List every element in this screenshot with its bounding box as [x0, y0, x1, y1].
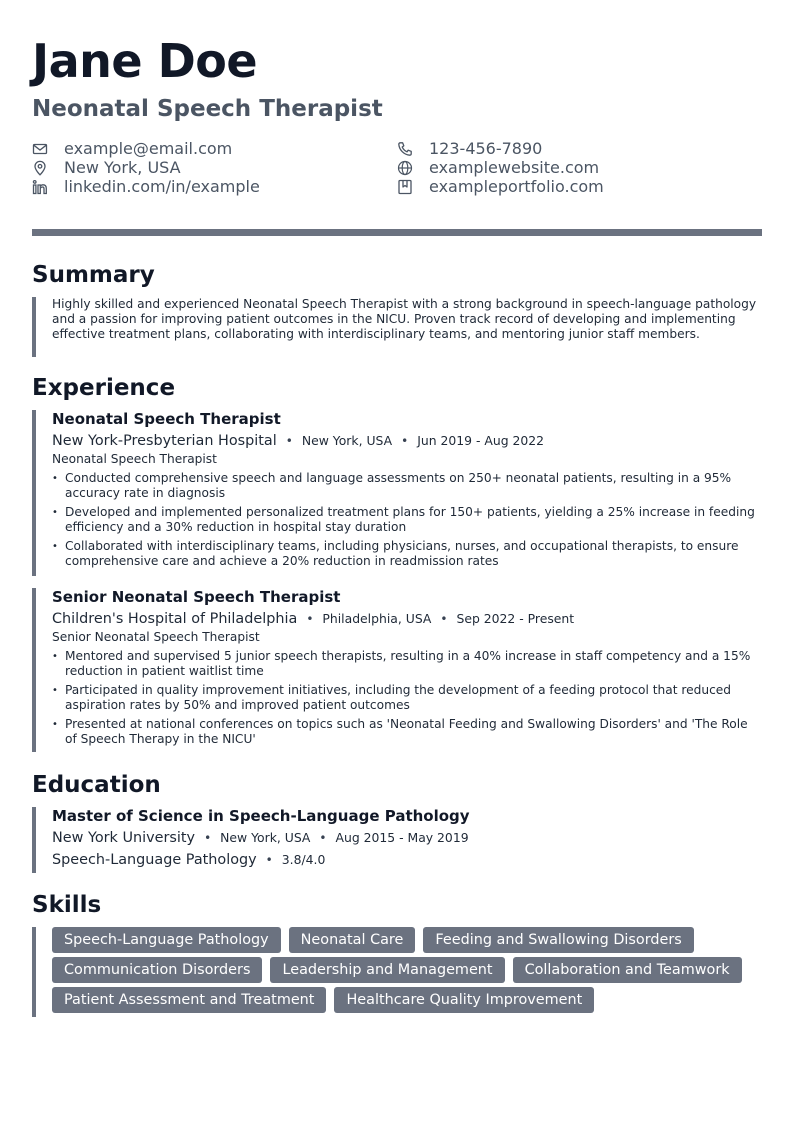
skill-chip: Healthcare Quality Improvement [334, 987, 594, 1013]
job-entry [52, 587, 762, 751]
job-title: Neonatal Speech Therapist [52, 410, 281, 428]
meta-separator: • [285, 434, 293, 448]
job-organization: New York-Presbyterian Hospital [52, 433, 277, 449]
job-title: Senior Neonatal Speech Therapist [52, 588, 341, 606]
job-meta [52, 430, 762, 452]
candidate-title: Neonatal Speech Therapist [32, 96, 383, 122]
skills-heading: Skills [32, 892, 102, 918]
job-bullets [52, 649, 762, 747]
education-heading: Education [32, 772, 161, 798]
meta-separator: • [401, 434, 409, 448]
education-meta [52, 827, 762, 849]
contact-linkedin[interactable] [32, 177, 260, 196]
field-of-study: Speech-Language Pathology [52, 852, 257, 868]
linkedin-icon [32, 179, 48, 195]
school-location: New York, USA [220, 830, 311, 845]
summary-heading: Summary [32, 262, 155, 288]
education-entry [52, 806, 762, 871]
meta-separator: • [204, 831, 212, 845]
mail-icon [32, 141, 48, 157]
job-dates: Sep 2022 - Present [456, 611, 575, 626]
skill-chip: Patient Assessment and Treatment [52, 987, 326, 1013]
bullet-item: • Conducted comprehensive speech and language assessments on 250+ neonatal patients, resulting in a 95% accuracy rate in diagnosis [52, 471, 762, 501]
job-organization: Children's Hospital of Philadelphia [52, 611, 298, 627]
job-location: Philadelphia, USA [322, 611, 432, 626]
location-pin-icon [32, 160, 48, 176]
skill-chip: Neonatal Care [289, 927, 416, 953]
skill-chip: Feeding and Swallowing Disorders [423, 927, 693, 953]
email-text: example@email.com [64, 139, 233, 158]
job-meta [52, 608, 762, 630]
job-role: Senior Neonatal Speech Therapist [52, 630, 260, 644]
skills-row [52, 987, 762, 1013]
meta-separator: • [265, 853, 273, 867]
job-bullets [52, 471, 762, 569]
contact-location [32, 158, 181, 177]
skill-chip: Communication Disorders [52, 957, 262, 983]
location-text: New York, USA [64, 158, 181, 177]
header-divider [32, 229, 762, 236]
phone-text: 123-456-7890 [429, 139, 543, 158]
bullet-item: • Developed and implemented personalized treatment plans for 150+ patients, yielding a 25% increase in feeding efficiency and a 30% reduction in hospital stay duration [52, 505, 762, 535]
phone-icon [397, 141, 413, 157]
job-2-accent-bar [32, 588, 36, 752]
job-1-accent-bar [32, 410, 36, 576]
skills-list [52, 927, 762, 1017]
portfolio-text: exampleportfolio.com [429, 177, 604, 196]
candidate-name: Jane Doe [32, 34, 258, 88]
contact-email[interactable] [32, 139, 232, 158]
skill-chip: Collaboration and Teamwork [513, 957, 742, 983]
job-role: Neonatal Speech Therapist [52, 452, 217, 466]
contact-website[interactable] [397, 158, 599, 177]
degree-title: Master of Science in Speech-Language Pathology [52, 807, 470, 825]
education-field-meta [52, 849, 762, 871]
bullet-item: • Mentored and supervised 5 junior speech therapists, resulting in a 40% increase in staff competency and a 15% reduction in patient waitlist time [52, 649, 762, 679]
website-text: examplewebsite.com [429, 158, 600, 177]
gpa: 3.8/4.0 [281, 852, 326, 867]
skills-row [52, 927, 762, 953]
education-dates: Aug 2015 - May 2019 [335, 830, 469, 845]
skills-accent-bar [32, 927, 36, 1017]
summary-accent-bar [32, 297, 36, 357]
meta-separator: • [319, 831, 327, 845]
bullet-item: • Participated in quality improvement initiatives, including the development of a feeding protocol that reduced aspiration rates by 50% and improved patient outcomes [52, 683, 762, 713]
meta-separator: • [440, 612, 448, 626]
contact-phone[interactable] [397, 139, 542, 158]
job-location: New York, USA [301, 433, 393, 448]
school-name: New York University [52, 830, 196, 846]
education-accent-bar [32, 807, 36, 873]
meta-separator: • [306, 612, 314, 626]
experience-heading: Experience [32, 375, 176, 401]
contact-portfolio[interactable] [397, 177, 604, 196]
summary-text: Highly skilled and experienced Neonatal Speech Therapist with a strong background in speech-language pathology and a passion for improving patient outcomes in the NICU. Proven track record of developing and implementing effective treatment plans, collaborating with interdisciplinary teams, and mentoring junior staff members. [52, 297, 757, 341]
globe-icon [397, 160, 413, 176]
bullet-item: • Presented at national conferences on topics such as 'Neonatal Feeding and Swallowing Disorders' and 'The Role of Speech Therapy in the NICU' [52, 717, 762, 747]
job-entry [52, 409, 762, 573]
skill-chip: Speech-Language Pathology [52, 927, 281, 953]
linkedin-text: linkedin.com/in/example [64, 177, 260, 196]
skills-row [52, 957, 762, 983]
bullet-item: • Collaborated with interdisciplinary teams, including physicians, nurses, and occupational therapists, to ensure comprehensive care and achieve a 20% reduction in readmission rates [52, 539, 762, 569]
job-dates: Jun 2019 - Aug 2022 [417, 433, 545, 448]
skill-chip: Leadership and Management [270, 957, 504, 983]
portfolio-book-icon [397, 179, 413, 195]
